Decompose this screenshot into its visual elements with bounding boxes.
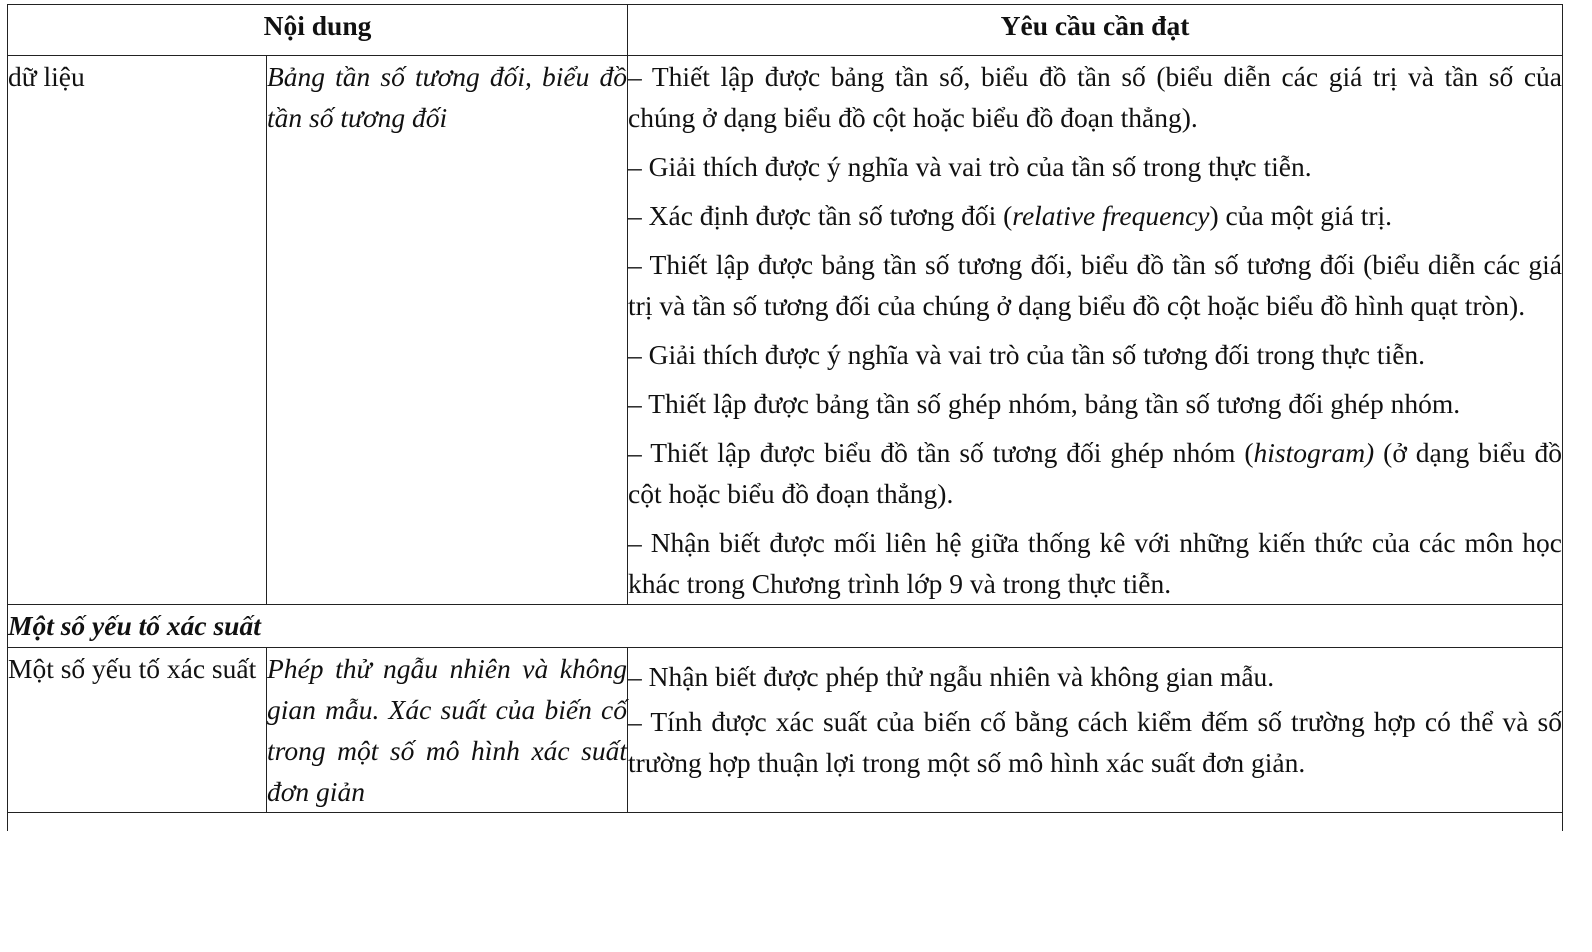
requirement-item xyxy=(628,195,1562,236)
table-row-continuation xyxy=(8,813,1563,832)
header-requirements: Yêu cầu cần đạt xyxy=(628,5,1563,56)
continuation-cell xyxy=(8,813,1563,832)
requirement-item: – Nhận biết được phép thử ngẫu nhiên và không gian mẫu. xyxy=(628,661,1275,692)
requirement-term: relative frequency xyxy=(1012,200,1210,231)
requirement-text: – Xác định được tần số tương đối ( xyxy=(628,200,1013,231)
requirement-item: – Giải thích được ý nghĩa và vai trò của tần số tương đối trong thực tiễn. xyxy=(628,339,1426,370)
requirement-item: – Thiết lập được bảng tần số, biểu đồ tần số (biểu diễn các giá trị và tần số của chúng ở dạng biểu đồ cột hoặc biểu đồ đoạn thẳng). xyxy=(628,61,1563,133)
requirements-cell xyxy=(628,56,1563,605)
topic-cell: Một số yếu tố xác suất xyxy=(8,648,267,813)
requirement-term: histogram) xyxy=(1253,437,1375,468)
requirement-item xyxy=(628,432,1562,514)
header-content: Nội dung xyxy=(8,5,628,56)
topic-cell: dữ liệu xyxy=(8,56,267,605)
requirement-item: – Tính được xác suất của biến cố bằng cách kiểm đếm số trường hợp có thể và số trường hợp thuận lợi trong một số mô hình xác suất đơn giản. xyxy=(628,706,1563,778)
section-row xyxy=(8,605,1563,648)
table-header-row xyxy=(8,5,1563,56)
content-cell: Phép thử ngẫu nhiên và không gian mẫu. Xác suất của biến cố trong một số mô hình xác suất đơn giản xyxy=(267,648,628,813)
requirement-item: – Thiết lập được bảng tần số tương đối, biểu đồ tần số tương đối (biểu diễn các giá trị và tần số tương đối của chúng ở dạng biểu đồ cột hoặc biểu đồ hình quạt tròn). xyxy=(628,249,1563,321)
requirement-text: ) của một giá trị. xyxy=(1209,200,1393,231)
content-cell: Bảng tần số tương đối, biểu đồ tần số tương đối xyxy=(267,56,628,605)
table-row xyxy=(8,56,1563,605)
requirements-cell xyxy=(628,648,1563,813)
section-title: Một số yếu tố xác suất xyxy=(8,605,1563,648)
table-row xyxy=(8,648,1563,813)
requirement-item: – Nhận biết được mối liên hệ giữa thống kê với những kiến thức của các môn học khác trong Chương trình lớp 9 và trong thực tiễn. xyxy=(628,527,1563,599)
curriculum-table xyxy=(7,4,1563,831)
requirement-text: (ở dạng biểu đồ cột hoặc biểu đồ đoạn thẳng). xyxy=(628,437,1562,509)
requirement-item: – Thiết lập được bảng tần số ghép nhóm, bảng tần số tương đối ghép nhóm. xyxy=(628,388,1461,419)
requirement-text: – Thiết lập được biểu đồ tần số tương đối ghép nhóm ( xyxy=(628,437,1254,468)
requirement-item: – Giải thích được ý nghĩa và vai trò của tần số trong thực tiễn. xyxy=(628,151,1312,182)
